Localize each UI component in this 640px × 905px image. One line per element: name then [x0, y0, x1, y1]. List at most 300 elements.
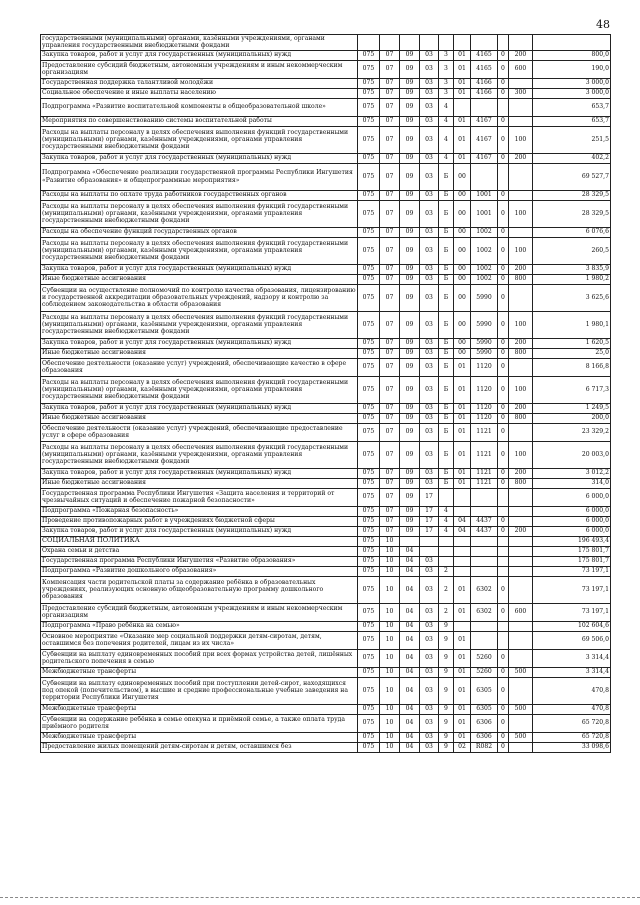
code-direction: 4437: [471, 526, 498, 536]
code-event: 00: [454, 200, 471, 227]
code-subsection: 09: [400, 60, 420, 78]
code-ministry: 075: [358, 566, 380, 576]
table-row: [41, 284, 611, 311]
row-name: Межбюджетные трансферты: [41, 704, 358, 714]
row-amount: 3 012,2: [533, 468, 611, 478]
code-subprogram: 4: [439, 153, 454, 163]
code-extra: 0: [498, 704, 509, 714]
code-subsection: 09: [400, 358, 420, 376]
code-subsection: 09: [400, 338, 420, 348]
code-section: 07: [380, 190, 400, 200]
code-expense-type: [509, 488, 533, 506]
row-amount: 653,7: [533, 116, 611, 126]
table-row: [41, 78, 611, 88]
row-amount: 3 000,0: [533, 88, 611, 98]
code-extra: [498, 506, 509, 516]
row-name: Иные бюджетные ассигнования: [41, 478, 358, 488]
code-program: 03: [420, 78, 439, 88]
table-row: [41, 338, 611, 348]
code-direction: [471, 621, 498, 631]
code-section: 10: [380, 732, 400, 742]
code-direction: 4166: [471, 88, 498, 98]
row-amount: 3 000,0: [533, 78, 611, 88]
code-ministry: 075: [358, 88, 380, 98]
code-subprogram: 9: [439, 677, 454, 704]
code-subprogram: 4: [439, 506, 454, 516]
code-ministry: 075: [358, 358, 380, 376]
code-extra: [498, 621, 509, 631]
code-extra: 0: [498, 116, 509, 126]
code-expense-type: [509, 163, 533, 190]
code-section: 07: [380, 237, 400, 264]
code-subsection: 09: [400, 488, 420, 506]
code-extra: 0: [498, 237, 509, 264]
row-name: Подпрограмма «Обеспечение реализации государственной программы Республики Ингушетия «Развитие образования» и общепрограммные мероприятия»: [41, 163, 358, 190]
code-direction: 1002: [471, 227, 498, 237]
code-ministry: 075: [358, 488, 380, 506]
code-direction: 1001: [471, 200, 498, 227]
code-expense-type: [509, 621, 533, 631]
row-name: Расходы на выплаты персоналу в целях обеспечения выполнения функций государственными (муниципальными) органами, казёнными учреждениями, органами управления государственными внебюджетными фондами: [41, 200, 358, 227]
table-row: [41, 516, 611, 526]
code-ministry: 075: [358, 742, 380, 752]
code-extra: 0: [498, 311, 509, 338]
row-amount: 73 197,1: [533, 576, 611, 603]
code-expense-type: 200: [509, 403, 533, 413]
code-direction: 1002: [471, 264, 498, 274]
row-name: Подпрограмма «Развитие дошкольного образования»: [41, 566, 358, 576]
code-ministry: 075: [358, 677, 380, 704]
code-extra: [498, 35, 509, 51]
code-ministry: 075: [358, 603, 380, 621]
table-row: [41, 403, 611, 413]
code-subsection: [400, 35, 420, 51]
code-subsection: 04: [400, 742, 420, 752]
row-name: Субвенции на осуществление полномочий по контролю качества образования, лицензированию и государственной аккредитации образовательных учреждений, надзору и контролю за соблюдением законодательства в области образования: [41, 284, 358, 311]
code-program: 03: [420, 667, 439, 677]
code-extra: 0: [498, 742, 509, 752]
code-subsection: 04: [400, 603, 420, 621]
table-body: [41, 35, 611, 753]
code-direction: [471, 631, 498, 649]
code-extra: 0: [498, 667, 509, 677]
row-name: Предоставление субсидий бюджетным, автономным учреждениям и иным некоммерческим организациям: [41, 603, 358, 621]
code-direction: 1121: [471, 478, 498, 488]
code-program: 03: [420, 348, 439, 358]
row-amount: 200,0: [533, 413, 611, 423]
code-event: 01: [454, 576, 471, 603]
code-section: 07: [380, 516, 400, 526]
code-ministry: 075: [358, 526, 380, 536]
code-extra: 0: [498, 603, 509, 621]
code-extra: [498, 536, 509, 546]
row-amount: 23 329,2: [533, 423, 611, 441]
row-amount: 251,5: [533, 126, 611, 153]
code-subsection: 04: [400, 621, 420, 631]
code-extra: 0: [498, 126, 509, 153]
code-expense-type: 800: [509, 348, 533, 358]
code-program: 03: [420, 358, 439, 376]
code-event: 01: [454, 403, 471, 413]
code-subsection: 09: [400, 163, 420, 190]
code-subprogram: 2: [439, 576, 454, 603]
code-event: 04: [454, 526, 471, 536]
code-subprogram: 2: [439, 603, 454, 621]
table-row: [41, 566, 611, 576]
row-amount: 260,5: [533, 237, 611, 264]
code-extra: 0: [498, 403, 509, 413]
code-program: 03: [420, 153, 439, 163]
code-expense-type: 500: [509, 667, 533, 677]
code-subsection: 09: [400, 237, 420, 264]
code-direction: 4165: [471, 50, 498, 60]
code-subsection: 04: [400, 649, 420, 667]
table-row: [41, 413, 611, 423]
row-name: Закупка товаров, работ и услуг для государственных (муниципальных) нужд: [41, 526, 358, 536]
code-direction: 1121: [471, 441, 498, 468]
table-row: [41, 677, 611, 704]
code-program: 17: [420, 526, 439, 536]
code-program: 17: [420, 516, 439, 526]
code-expense-type: [509, 742, 533, 752]
code-direction: [471, 163, 498, 190]
code-section: 07: [380, 468, 400, 478]
code-section: 07: [380, 274, 400, 284]
code-ministry: 075: [358, 116, 380, 126]
code-subprogram: 4: [439, 126, 454, 153]
row-name: Обеспечение деятельности (оказание услуг) учреждений, обеспечивающие качество в сфере образования: [41, 358, 358, 376]
code-subprogram: Б: [439, 190, 454, 200]
code-direction: 6302: [471, 576, 498, 603]
code-program: 03: [420, 413, 439, 423]
code-subprogram: 2: [439, 566, 454, 576]
code-expense-type: 500: [509, 704, 533, 714]
row-amount: 6 000,0: [533, 488, 611, 506]
row-name: Расходы на выплаты персоналу в целях обеспечения выполнения функций государственными (муниципальными) органами, казёнными учреждениями, органами управления государственными внебюджетными фондами: [41, 237, 358, 264]
code-ministry: 075: [358, 348, 380, 358]
table-row: [41, 98, 611, 116]
row-name: Иные бюджетные ассигнования: [41, 348, 358, 358]
code-subsection: 09: [400, 348, 420, 358]
table-row: [41, 163, 611, 190]
table-row: [41, 50, 611, 60]
row-name: Закупка товаров, работ и услуг для государственных (муниципальных) нужд: [41, 468, 358, 478]
code-expense-type: [509, 358, 533, 376]
code-program: 03: [420, 264, 439, 274]
row-name: Охрана семьи и детства: [41, 546, 358, 556]
code-extra: 0: [498, 732, 509, 742]
code-ministry: 075: [358, 441, 380, 468]
code-ministry: 075: [358, 274, 380, 284]
code-direction: 1120: [471, 403, 498, 413]
row-name: СОЦИАЛЬНАЯ ПОЛИТИКА: [41, 536, 358, 546]
code-extra: 0: [498, 677, 509, 704]
code-program: 03: [420, 621, 439, 631]
code-event: 01: [454, 116, 471, 126]
code-event: [454, 556, 471, 566]
row-name: Компенсация части родительской платы за содержание ребёнка в образовательных учреждениях, реализующих основную общеобразовательную программу дошкольного образования: [41, 576, 358, 603]
row-amount: 69 506,0: [533, 631, 611, 649]
code-section: 07: [380, 506, 400, 516]
code-section: 10: [380, 631, 400, 649]
code-ministry: 075: [358, 98, 380, 116]
row-amount: 73 197,1: [533, 603, 611, 621]
code-ministry: 075: [358, 227, 380, 237]
code-event: [454, 566, 471, 576]
code-section: 07: [380, 311, 400, 338]
code-section: 10: [380, 667, 400, 677]
code-extra: 0: [498, 468, 509, 478]
code-ministry: 075: [358, 732, 380, 742]
row-amount: 6 000,0: [533, 526, 611, 536]
row-name: Межбюджетные трансферты: [41, 732, 358, 742]
code-section: 07: [380, 126, 400, 153]
code-event: 01: [454, 126, 471, 153]
row-name: Расходы на выплаты персоналу в целях обеспечения выполнения функций государственными (муниципальными) органами, казёнными учреждениями, органами управления государственными внебюджетными фондами: [41, 311, 358, 338]
code-ministry: 075: [358, 284, 380, 311]
code-subprogram: [439, 488, 454, 506]
code-ministry: 075: [358, 403, 380, 413]
code-subsection: 04: [400, 631, 420, 649]
code-program: 03: [420, 284, 439, 311]
row-name: Закупка товаров, работ и услуг для государственных (муниципальных) нужд: [41, 264, 358, 274]
code-subprogram: 9: [439, 621, 454, 631]
code-subsection: 09: [400, 423, 420, 441]
code-section: 10: [380, 536, 400, 546]
code-expense-type: 800: [509, 274, 533, 284]
code-ministry: 075: [358, 153, 380, 163]
code-event: 01: [454, 413, 471, 423]
row-amount: 3 314,4: [533, 667, 611, 677]
table-row: [41, 742, 611, 752]
row-amount: 6 000,0: [533, 516, 611, 526]
code-subsection: 04: [400, 546, 420, 556]
row-amount: 6 076,6: [533, 227, 611, 237]
code-subsection: 09: [400, 516, 420, 526]
code-subsection: 09: [400, 78, 420, 88]
code-direction: 6302: [471, 603, 498, 621]
code-section: 07: [380, 264, 400, 274]
row-name: Субвенции на содержание ребёнка в семье опекуна и приёмной семье, а также оплата труда приёмного родителя: [41, 714, 358, 732]
row-name: Расходы на выплаты персоналу в целях обеспечения выполнения функций государственными (муниципальными) органами, казёнными учреждениями, органами управления государственными внебюджетными фондами: [41, 126, 358, 153]
row-name: Подпрограмма «Пожарная безопасность»: [41, 506, 358, 516]
code-program: 03: [420, 88, 439, 98]
code-ministry: 075: [358, 126, 380, 153]
code-subsection: 09: [400, 274, 420, 284]
row-name: Субвенции на выплату единовременных пособий при поступлении детей-сирот, находящихся под опекой (попечительством), в высшие и средние профессиональные учебные заведения на территории Республики Ингушетия: [41, 677, 358, 704]
code-subprogram: [439, 35, 454, 51]
code-subprogram: Б: [439, 441, 454, 468]
code-expense-type: [509, 714, 533, 732]
code-program: 03: [420, 60, 439, 78]
code-section: 10: [380, 566, 400, 576]
code-expense-type: [509, 98, 533, 116]
code-subprogram: 3: [439, 60, 454, 78]
code-expense-type: 200: [509, 468, 533, 478]
table-row: [41, 576, 611, 603]
code-ministry: 075: [358, 704, 380, 714]
code-program: 03: [420, 163, 439, 190]
row-amount: 102 604,6: [533, 621, 611, 631]
code-direction: 6306: [471, 714, 498, 732]
code-section: 10: [380, 603, 400, 621]
code-ministry: 075: [358, 237, 380, 264]
table-row: [41, 116, 611, 126]
code-subprogram: 9: [439, 704, 454, 714]
code-program: 17: [420, 488, 439, 506]
code-subsection: 09: [400, 526, 420, 536]
code-expense-type: 100: [509, 376, 533, 403]
table-row: [41, 631, 611, 649]
code-subprogram: Б: [439, 200, 454, 227]
code-direction: 1001: [471, 190, 498, 200]
code-extra: 0: [498, 190, 509, 200]
code-direction: [471, 98, 498, 116]
code-event: 00: [454, 190, 471, 200]
row-name: Расходы на обеспечение функций государственных органов: [41, 227, 358, 237]
code-section: 10: [380, 714, 400, 732]
code-event: 01: [454, 714, 471, 732]
code-ministry: 075: [358, 556, 380, 566]
code-subprogram: [439, 546, 454, 556]
code-program: 03: [420, 714, 439, 732]
row-name: Мероприятия по совершенствованию системы воспитательной работы: [41, 116, 358, 126]
code-expense-type: [509, 227, 533, 237]
code-expense-type: [509, 536, 533, 546]
code-program: 03: [420, 338, 439, 348]
table-row: [41, 667, 611, 677]
code-section: 07: [380, 98, 400, 116]
code-section: 07: [380, 441, 400, 468]
code-event: 01: [454, 667, 471, 677]
table-row: [41, 468, 611, 478]
code-event: 01: [454, 732, 471, 742]
code-section: 07: [380, 403, 400, 413]
code-subprogram: Б: [439, 264, 454, 274]
code-event: 01: [454, 649, 471, 667]
row-name: Государственная программа Республики Ингушетия «Защита населения и территорий от чрезвычайных ситуаций и обеспечение пожарной безопасности»: [41, 488, 358, 506]
code-subsection: 09: [400, 126, 420, 153]
code-ministry: 075: [358, 506, 380, 516]
row-amount: 6 717,3: [533, 376, 611, 403]
code-extra: 0: [498, 478, 509, 488]
code-direction: 1120: [471, 358, 498, 376]
row-amount: 20 003,0: [533, 441, 611, 468]
code-subsection: 04: [400, 704, 420, 714]
code-section: 10: [380, 704, 400, 714]
code-extra: 0: [498, 284, 509, 311]
code-program: 03: [420, 566, 439, 576]
code-expense-type: 300: [509, 88, 533, 98]
code-program: [420, 536, 439, 546]
code-program: [420, 546, 439, 556]
code-expense-type: 500: [509, 732, 533, 742]
code-expense-type: [509, 649, 533, 667]
row-name: Закупка товаров, работ и услуг для государственных (муниципальных) нужд: [41, 153, 358, 163]
code-event: 00: [454, 274, 471, 284]
code-direction: [471, 35, 498, 51]
code-event: 00: [454, 237, 471, 264]
code-subprogram: Б: [439, 163, 454, 190]
row-name: Государственная программа Республики Ингушетия «Развитие образования»: [41, 556, 358, 566]
code-direction: 1120: [471, 376, 498, 403]
code-subsection: 04: [400, 714, 420, 732]
code-event: 00: [454, 348, 471, 358]
row-name: Закупка товаров, работ и услуг для государственных (муниципальных) нужд: [41, 338, 358, 348]
code-subprogram: Б: [439, 478, 454, 488]
code-section: 07: [380, 376, 400, 403]
code-direction: 1120: [471, 413, 498, 423]
code-extra: 0: [498, 441, 509, 468]
code-event: [454, 35, 471, 51]
code-expense-type: [509, 35, 533, 51]
code-expense-type: 100: [509, 126, 533, 153]
table-row: [41, 714, 611, 732]
code-ministry: 075: [358, 338, 380, 348]
code-event: 01: [454, 358, 471, 376]
code-section: 07: [380, 284, 400, 311]
row-name: Социальное обеспечение и иные выплаты населению: [41, 88, 358, 98]
code-event: 01: [454, 78, 471, 88]
code-section: 10: [380, 677, 400, 704]
code-section: 07: [380, 413, 400, 423]
code-direction: [471, 488, 498, 506]
code-extra: 0: [498, 348, 509, 358]
row-name: Закупка товаров, работ и услуг для государственных (муниципальных) нужд: [41, 50, 358, 60]
code-ministry: 075: [358, 631, 380, 649]
code-program: 17: [420, 506, 439, 516]
table-row: [41, 358, 611, 376]
code-event: 01: [454, 631, 471, 649]
row-amount: 800,0: [533, 50, 611, 60]
code-event: 01: [454, 50, 471, 60]
code-extra: [498, 163, 509, 190]
code-ministry: 075: [358, 376, 380, 403]
code-section: 10: [380, 576, 400, 603]
code-program: 03: [420, 468, 439, 478]
code-extra: 0: [498, 714, 509, 732]
code-direction: 6305: [471, 704, 498, 714]
code-direction: 4167: [471, 116, 498, 126]
table-row: [41, 704, 611, 714]
code-section: 07: [380, 88, 400, 98]
code-event: 01: [454, 376, 471, 403]
code-direction: 4437: [471, 516, 498, 526]
code-section: 07: [380, 200, 400, 227]
code-subsection: 09: [400, 413, 420, 423]
code-subprogram: Б: [439, 227, 454, 237]
row-amount: 314,0: [533, 478, 611, 488]
code-extra: 0: [498, 60, 509, 78]
code-ministry: 075: [358, 546, 380, 556]
row-name: Предоставление субсидий бюджетным, автономным учреждениям и иным некоммерческим организациям: [41, 60, 358, 78]
code-event: 00: [454, 264, 471, 274]
row-amount: 73 197,1: [533, 566, 611, 576]
code-ministry: 075: [358, 413, 380, 423]
code-program: 03: [420, 677, 439, 704]
code-expense-type: [509, 116, 533, 126]
code-direction: 5990: [471, 338, 498, 348]
code-subprogram: Б: [439, 376, 454, 403]
code-direction: 6306: [471, 732, 498, 742]
code-direction: 4167: [471, 126, 498, 153]
row-amount: 3 835,9: [533, 264, 611, 274]
code-subsection: 09: [400, 88, 420, 98]
code-subsection: 09: [400, 441, 420, 468]
code-subsection: 04: [400, 677, 420, 704]
code-subsection: 09: [400, 403, 420, 413]
code-expense-type: 200: [509, 338, 533, 348]
